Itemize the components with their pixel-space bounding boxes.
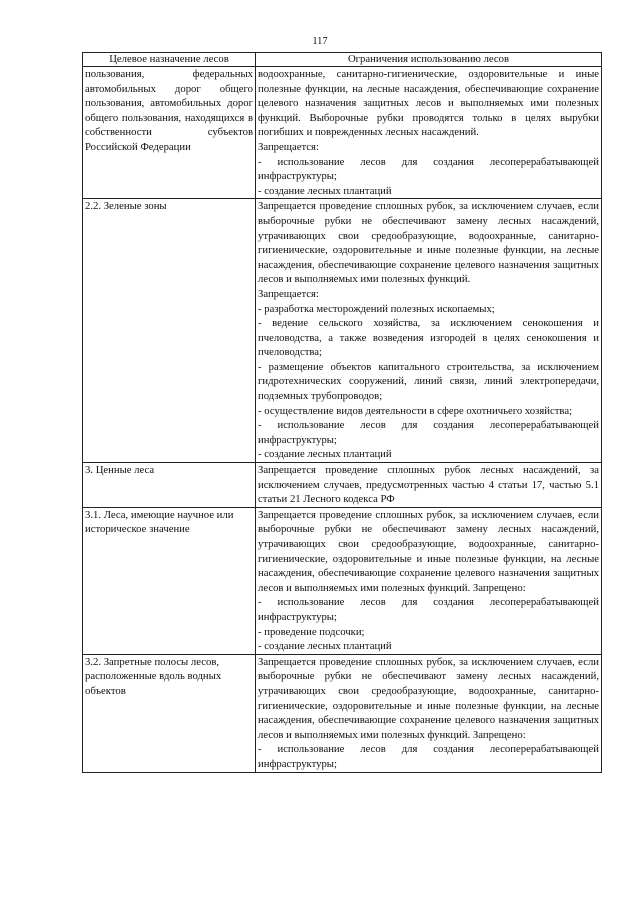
- restriction-paragraph: - разработка месторождений полезных ископаемых;: [258, 302, 495, 315]
- usage-restrictions-cell: [256, 67, 602, 199]
- restriction-paragraph: - использование лесов для создания лесоперерабатывающей инфраструктуры;: [258, 596, 599, 623]
- table-row: [83, 507, 602, 654]
- forest-purpose-cell: [83, 67, 256, 199]
- usage-restrictions-cell: [256, 507, 602, 654]
- usage-restrictions-cell: [256, 654, 602, 772]
- restriction-paragraph: - создание лесных плантаций: [258, 448, 392, 461]
- restriction-paragraph: - использование лесов для создания лесоперерабатывающей инфраструктуры;: [258, 743, 599, 770]
- forest-purpose-cell: [83, 463, 256, 508]
- table-body: [83, 67, 602, 773]
- restriction-paragraph: Запрещается:: [258, 140, 319, 153]
- restriction-paragraph: - создание лесных плантаций: [258, 640, 392, 653]
- forest-purpose-text: 3. Ценные леса: [85, 464, 155, 477]
- restriction-paragraph: - ведение сельского хозяйства, за исключением сенокошения и пчеловодства, а также возведения изгородей в целях сенокошения и пчеловодства;: [258, 317, 599, 359]
- forest-purpose-cell: [83, 654, 256, 772]
- header-usage-restrictions: Ограничения использованию лесов: [256, 53, 602, 67]
- forest-purpose-cell: [83, 507, 256, 654]
- table-row: [83, 199, 602, 463]
- usage-restrictions-cell: [256, 463, 602, 508]
- forest-purpose-text: 2.2. Зеленые зоны: [85, 200, 167, 213]
- restriction-paragraph: Запрещается проведение сплошных рубок лесных насаждений, за исключением случаев, предусмотренных частью 4 статьи 17, частью 5.1 статьи 21 Лесного кодекса РФ: [258, 464, 599, 506]
- restriction-paragraph: Запрещается:: [258, 287, 319, 300]
- forest-purpose-text: 3.1. Леса, имеющие научное или историческое значение: [85, 508, 234, 536]
- header-forest-purpose: Целевое назначение лесов: [83, 53, 256, 67]
- restriction-paragraph: Запрещается проведение сплошных рубок, за исключением случаев, если выборочные рубки не обеспечивают замену лесных насаждений, утрачивающих свои средообразующие, водоохранные, санитарно-гигиенические, оздоровительные и иные полезные функции, на лесные насаждения, обеспечивающие сохранение целевого назначения защитных лесов и выполняемых ими полезных функций.: [258, 200, 599, 286]
- table-header-row: [83, 53, 602, 67]
- restriction-paragraph: - использование лесов для создания лесоперерабатывающей инфраструктуры;: [258, 155, 599, 183]
- restriction-paragraph: Запрещается проведение сплошных рубок, за исключением случаев, если выборочные рубки не обеспечивают замену лесных насаждений, утрачивающих свои средообразующие, водоохранные, санитарно-гигиенические, оздоровительные и иные полезные функции, на лесные насаждения, обеспечивающие сохранение целевого назначения защитных лесов и выполняемых ими полезных функций. Запрещено:: [258, 655, 599, 741]
- restriction-paragraph: - создание лесных плантаций: [258, 184, 392, 197]
- table-row: [83, 463, 602, 508]
- table-row: [83, 67, 602, 199]
- restriction-paragraph: - использование лесов для создания лесоперерабатывающей инфраструктуры;: [258, 419, 599, 446]
- restriction-paragraph: - размещение объектов капитального строительства, за исключением гидротехнических сооружений, линий связи, линий электропередачи, подземных трубопроводов;: [258, 360, 599, 403]
- forest-purpose-text: пользования, федеральных автомобильных дорог общего пользования, автомобильных дорог общего пользования, находящихся в собственности субъектов Российской Федерации: [85, 68, 253, 153]
- restriction-paragraph: - проведение подсочки;: [258, 625, 365, 638]
- restrictions-table: [82, 52, 602, 773]
- forest-purpose-text: 3.2. Запретные полосы лесов, расположенные вдоль водных объектов: [85, 655, 222, 697]
- usage-restrictions-cell: [256, 199, 602, 463]
- restriction-paragraph: водоохранные, санитарно-гигиенические, оздоровительные и иные полезные функции, на лесные насаждения, обеспечивающие сохранение целевого назначения защитных лесов и выполняемых ими полезных функций. Выборочные рубки проводятся только в целях вырубки погибших и поврежденных лесных насаждений.: [258, 68, 599, 139]
- page-number: 117: [312, 36, 328, 47]
- table-row: [83, 654, 602, 772]
- restriction-paragraph: - осуществление видов деятельности в сфере охотничьего хозяйства;: [258, 404, 573, 417]
- restriction-paragraph: Запрещается проведение сплошных рубок, за исключением случаев, если выборочные рубки не обеспечивают замену лесных насаждений, утрачивающих свои средообразующие, водоохранные, санитарно-гигиенические, оздоровительные и иные полезные функции, на лесные насаждения, обеспечивающие сохранение целевого назначения защитных лесов и выполняемых ими полезных функций. Запрещено:: [258, 508, 599, 594]
- forest-purpose-cell: [83, 199, 256, 463]
